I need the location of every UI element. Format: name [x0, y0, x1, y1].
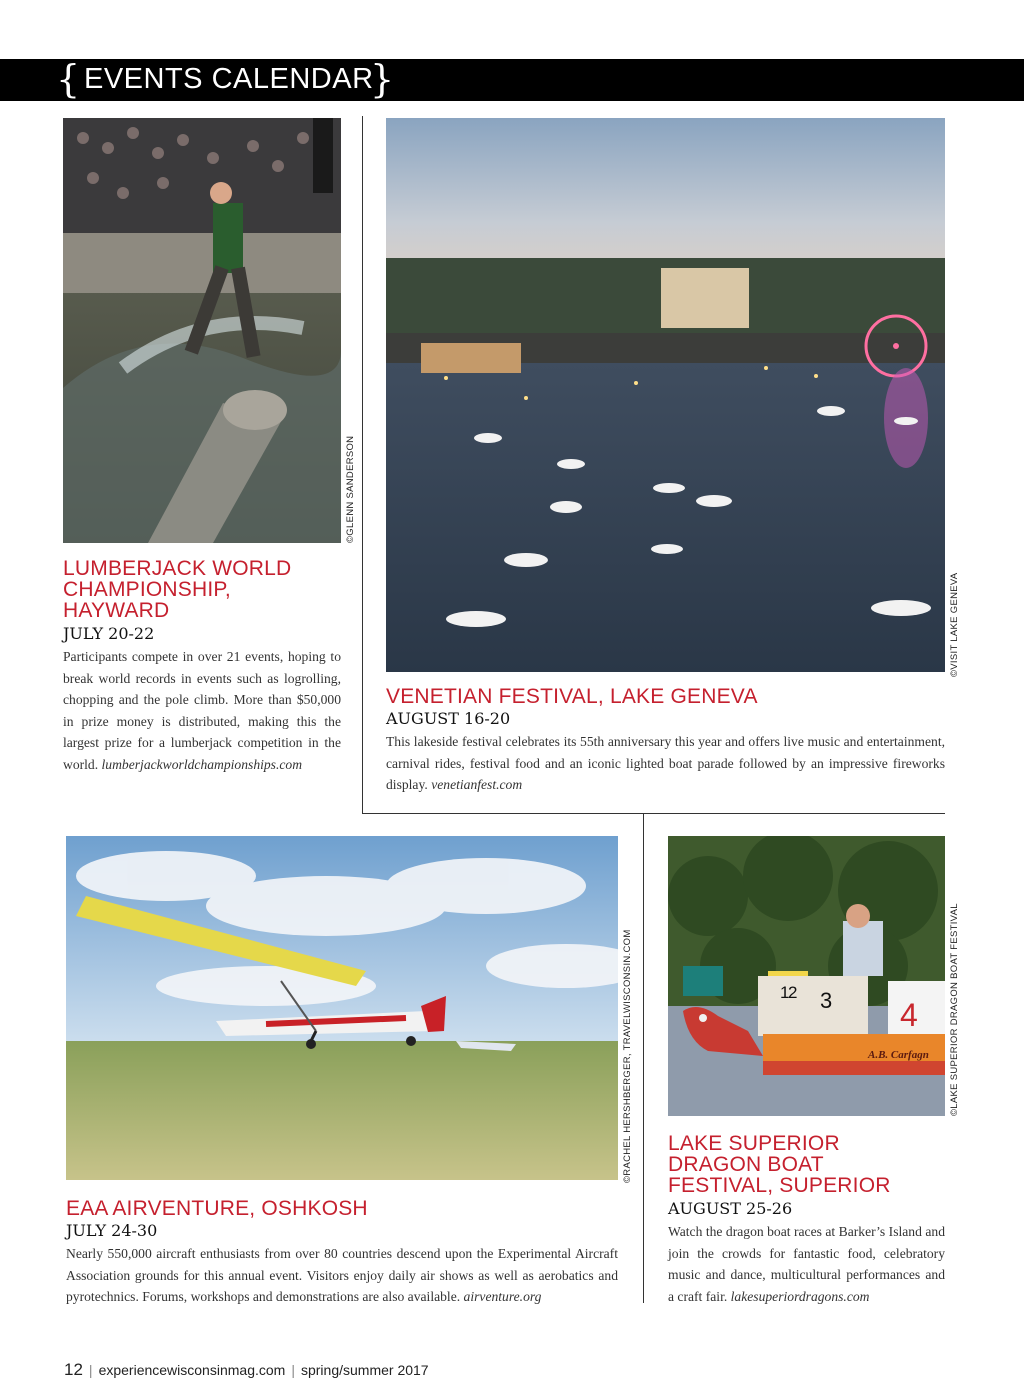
boat-number: 3 [820, 988, 833, 1013]
dragon-boat-photo [668, 836, 945, 1116]
boat-number: 4 [900, 997, 918, 1033]
event-title-lumberjack [63, 558, 291, 621]
event-title-line: CHAMPIONSHIP, [63, 578, 231, 601]
event-title-line: LAKE SUPERIOR [668, 1132, 840, 1155]
event-description-dragon-boat [668, 1221, 945, 1307]
event-title-airventure [66, 1198, 368, 1219]
photo-credit-lake-geneva: ©VISIT LAKE GENEVA [949, 572, 960, 677]
event-date-venetian: AUGUST 16-20 [386, 709, 511, 728]
description-text: Participants compete in over 21 events, hoping to break world records in events such as logrolling, chopping and the pole climb. More than $50,000 in prize money is distributed, making this the largest prize for a lumberjack competition in the world. [63, 649, 341, 772]
event-description-airventure [66, 1243, 618, 1308]
photo-credit-dragon-boat: ©LAKE SUPERIOR DRAGON BOAT FESTIVAL [949, 903, 960, 1116]
photo-credit-lumberjack: ©GLENN SANDERSON [345, 435, 356, 543]
event-link[interactable]: lakesuperiordragons.com [730, 1288, 870, 1304]
event-title-line: DRAGON BOAT [668, 1153, 824, 1176]
lumberjack-photo [63, 118, 341, 543]
boat-number: 1 [780, 983, 790, 1002]
column-divider [643, 813, 644, 1303]
event-link[interactable]: airventure.org [463, 1289, 542, 1304]
lake-geneva-photo [386, 118, 945, 672]
event-title-venetian [386, 686, 758, 707]
event-title-line: LUMBERJACK WORLD [63, 557, 292, 580]
event-title-line: HAYWARD [63, 599, 170, 622]
boat-name-text: A.B. Carfagn [868, 1049, 929, 1061]
section-divider [363, 813, 945, 814]
description-text: This lakeside festival celebrates its 55th anniversary this year and offers live music and entertainment, carnival rides, festival food and an iconic lighted boat parade followed by an impressive fireworks display. [386, 734, 945, 792]
left-brace-icon: { [56, 57, 81, 101]
page-title: EVENTS CALENDAR [84, 63, 374, 95]
footer-site[interactable]: experiencewisconsinmag.com [98, 1362, 286, 1378]
boat-number: 2 [788, 983, 798, 1002]
event-description-venetian [386, 731, 945, 796]
event-title-line: EAA AIRVENTURE, OSHKOSH [66, 1197, 368, 1220]
airventure-photo [66, 836, 618, 1180]
event-date-dragon-boat: AUGUST 25-26 [668, 1199, 793, 1218]
description-text: Watch the dragon boat races at Barker’s Island and join the crowds for fantastic food, celebratory music and dance, multicultural performances and a craft fair. [668, 1224, 945, 1304]
event-title-dragon-boat [668, 1133, 891, 1196]
event-title-line: FESTIVAL, SUPERIOR [668, 1174, 891, 1197]
event-title-line: VENETIAN FESTIVAL, LAKE GENEVA [386, 685, 758, 708]
right-brace-icon: } [370, 57, 395, 101]
page-footer [64, 1360, 429, 1380]
footer-separator: | [88, 1362, 93, 1378]
footer-separator: | [291, 1362, 295, 1378]
event-link[interactable]: lumberjackworldchampionships.com [101, 756, 303, 772]
page-number: 12 [64, 1360, 83, 1379]
event-description-lumberjack [63, 646, 341, 775]
description-text: Nearly 550,000 aircraft enthusiasts from over 80 countries descend upon the Experimental Aircraft Association grounds for this annual event. Visitors enjoy daily air shows as well as aerobatics and pyrotechnics. Forums, workshops and demonstrations are also available. [66, 1246, 618, 1304]
event-link[interactable]: venetianfest.com [431, 777, 523, 792]
column-divider [362, 116, 363, 814]
event-date-airventure: JULY 24-30 [66, 1221, 158, 1240]
footer-issue: spring/summer 2017 [300, 1362, 429, 1378]
event-date-lumberjack: JULY 20-22 [63, 624, 155, 643]
photo-credit-airventure: ©RACHEL HERSHBERGER, TRAVELWISCONSIN.COM [622, 929, 633, 1183]
